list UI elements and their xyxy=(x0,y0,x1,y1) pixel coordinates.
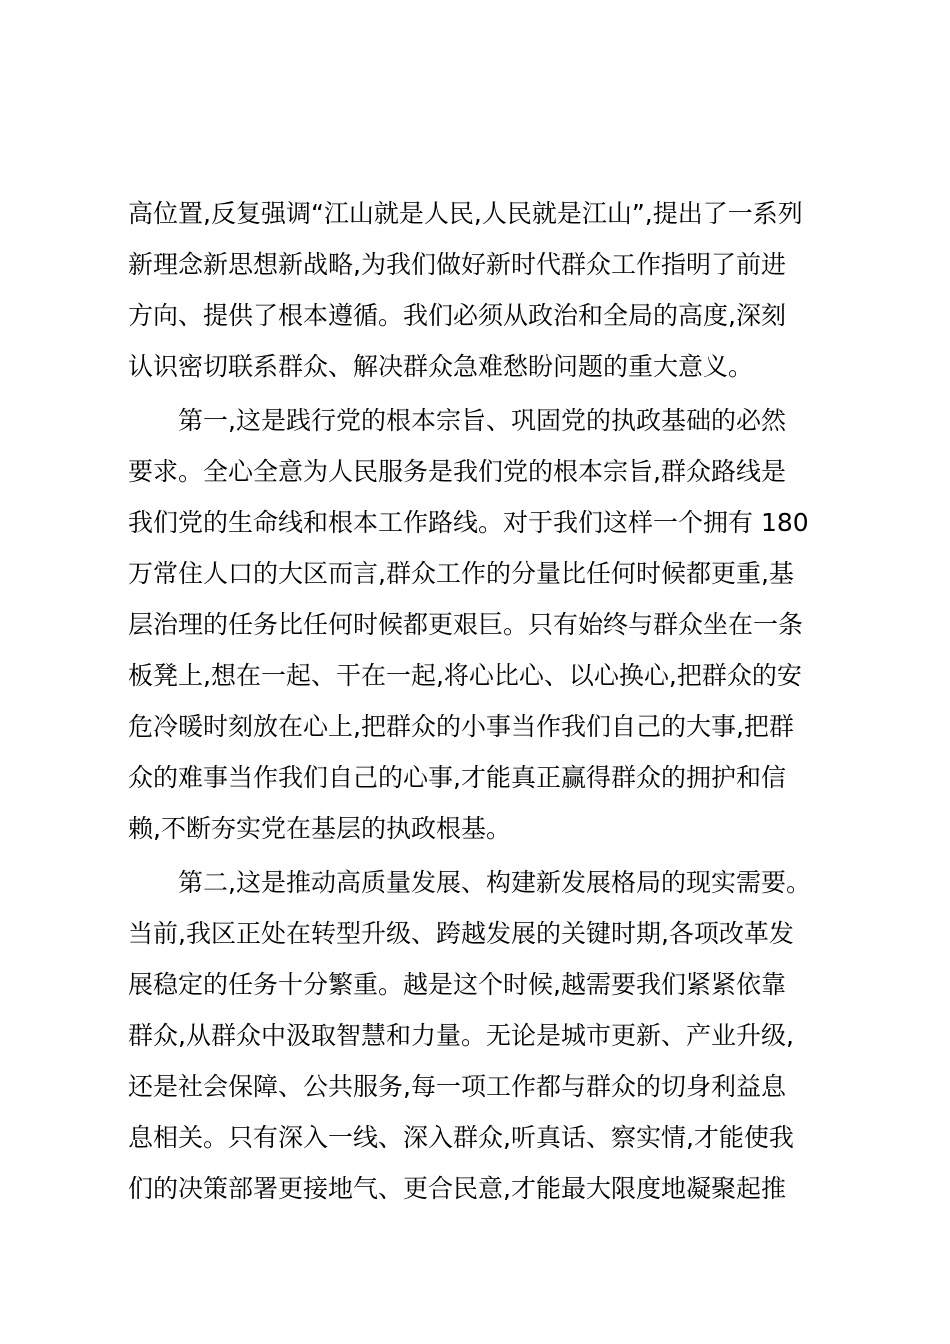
text-line: 万常住人口的大区而言,群众工作的分量比任何时候都更重,基 xyxy=(128,559,794,588)
text-line: 板凳上,想在一起、干在一起,将心比心、以心换心,把群众的安 xyxy=(128,661,802,690)
text-line: 众的难事当作我们自己的心事,才能真正赢得群众的拥护和信 xyxy=(128,763,786,792)
text-line: 新理念新思想新战略,为我们做好新时代群众工作指明了前进 xyxy=(128,250,786,279)
text-line: 展稳定的任务十分繁重。越是这个时候,越需要我们紧紧依靠 xyxy=(128,970,786,999)
text-line: 危冷暖时刻放在心上,把群众的小事当作我们自己的大事,把群 xyxy=(128,712,794,741)
text-line: 还是社会保障、公共服务,每一项工作都与群众的切身利益息 xyxy=(128,1072,786,1101)
text-line: 们的决策部署更接地气、更合民意,才能最大限度地凝聚起推 xyxy=(128,1174,786,1203)
text-line: 我们党的生命线和根本工作路线。对于我们这样一个拥有 180 xyxy=(128,508,809,537)
text-line: 第二,这是推动高质量发展、构建新发展格局的现实需要。 xyxy=(128,868,811,897)
text-line: 群众,从群众中汲取智慧和力量。无论是城市更新、产业升级, xyxy=(128,1021,794,1050)
text-line: 层治理的任务比任何时候都更艰巨。只有始终与群众坐在一条 xyxy=(128,610,804,639)
text-line: 认识密切联系群众、解决群众急难愁盼问题的重大意义。 xyxy=(128,352,754,381)
text-line: 方向、提供了根本遵循。我们必须从政治和全局的高度,深刻 xyxy=(128,301,786,330)
text-line: 息相关。只有深入一线、深入群众,听真话、察实情,才能使我 xyxy=(128,1123,794,1152)
text-line: 赖,不断夯实党在基层的执政根基。 xyxy=(128,814,511,843)
text-line: 第一,这是践行党的根本宗旨、巩固党的执政基础的必然 xyxy=(128,406,786,435)
text-line: 要求。全心全意为人民服务是我们党的根本宗旨,群众路线是 xyxy=(128,457,786,486)
body-text xyxy=(128,188,828,1214)
text-line: 高位置,反复强调“江山就是人民,人民就是江山”,提出了一系列 xyxy=(128,199,803,228)
text-line: 当前,我区正处在转型升级、跨越发展的关键时期,各项改革发 xyxy=(128,919,794,948)
